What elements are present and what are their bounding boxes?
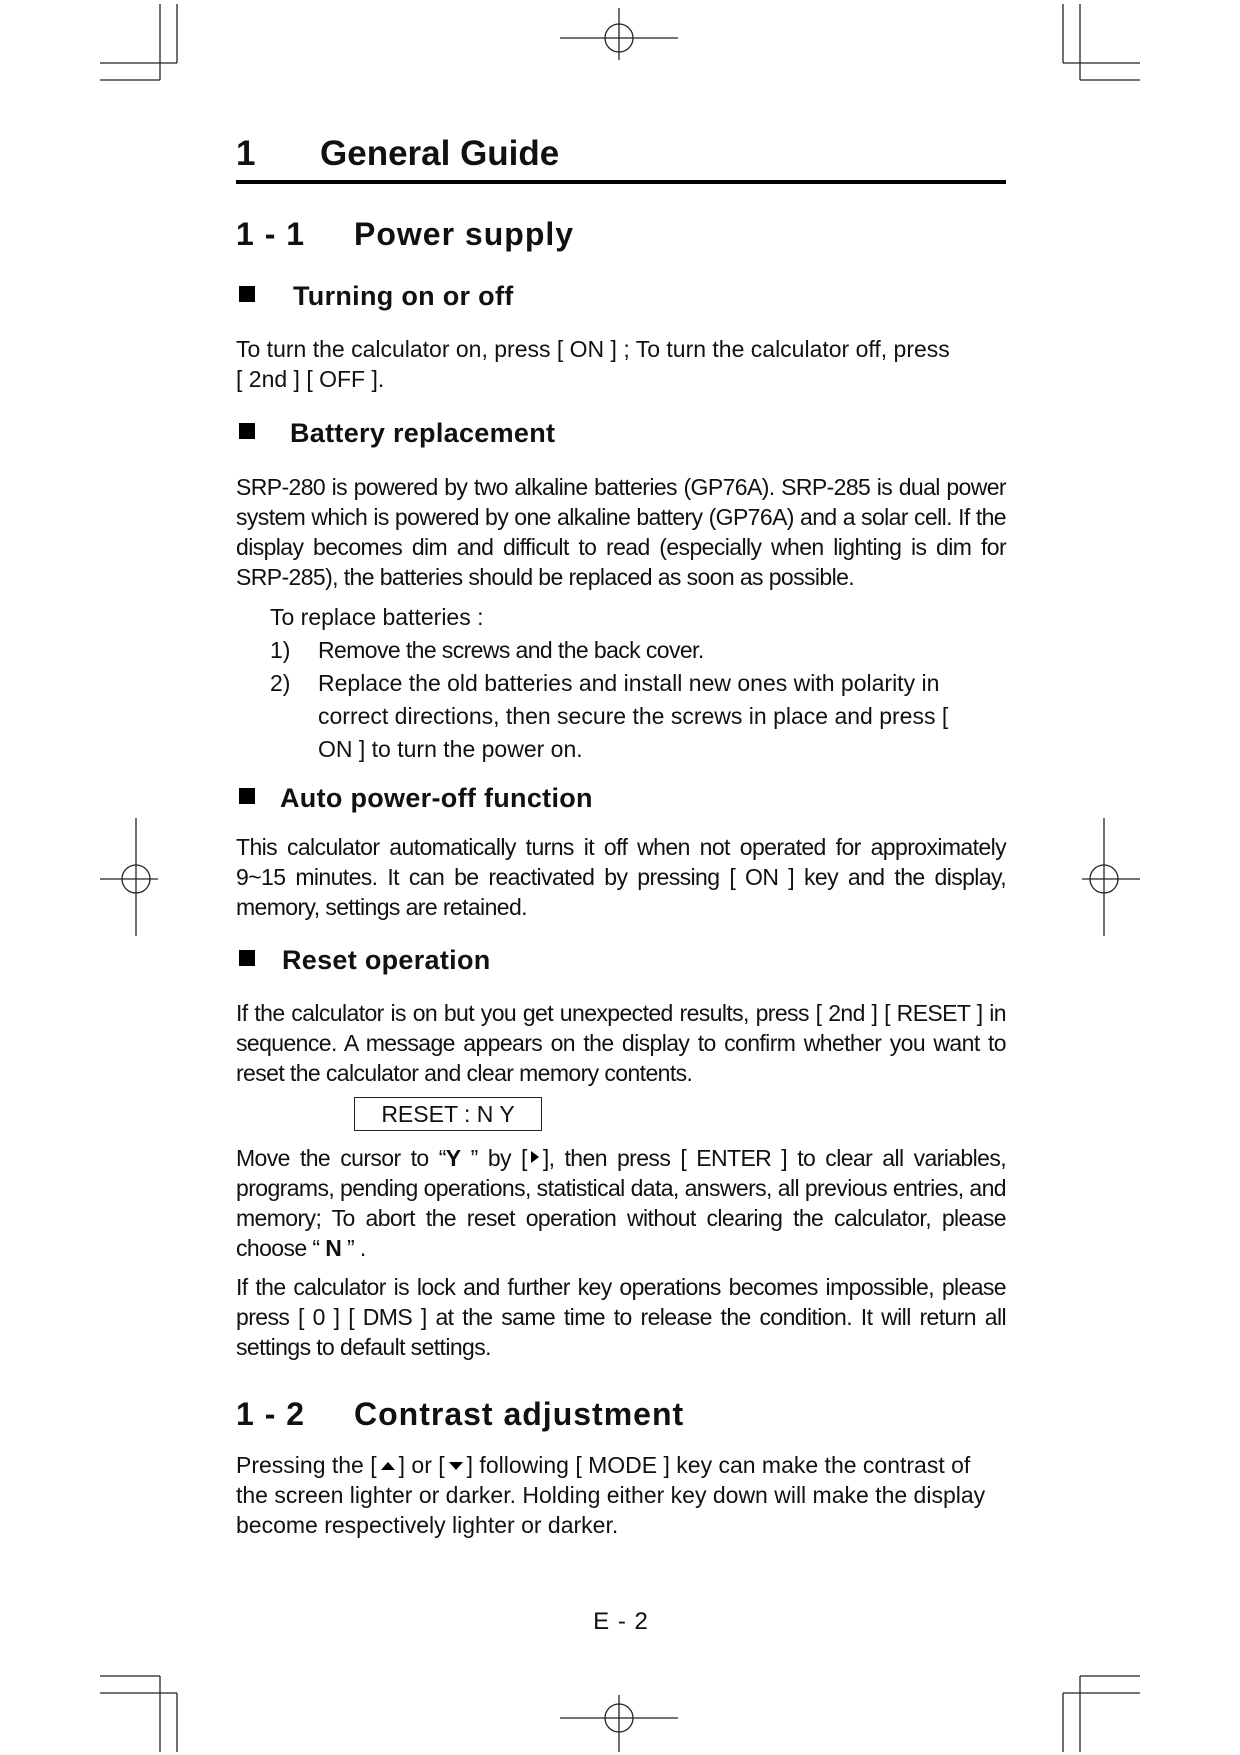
steps-intro: To replace batteries :: [270, 604, 484, 630]
crop-mark-top-left: [100, 4, 177, 80]
text-run: Pressing the [: [236, 1452, 377, 1478]
triangle-up-icon: [381, 1462, 395, 1470]
subheading-battery-replacement: [236, 418, 556, 449]
section-number: 1 - 1: [236, 216, 306, 252]
crop-mark-bottom-left: [100, 1676, 177, 1752]
list-item: [270, 634, 970, 667]
registration-mark-right: [1082, 818, 1140, 936]
crop-mark-top-right: [1063, 4, 1140, 80]
triangle-right-icon: [531, 1151, 539, 1163]
section-title: Contrast adjustment: [354, 1396, 685, 1432]
subheading-title: Auto power-off function: [280, 783, 593, 813]
text-run: ] following [ MODE ] key can make the contrast of the screen lighter or darker. Holding either key down will make the display become respectively lighter or darker.: [236, 1452, 986, 1538]
battery-steps: [270, 601, 970, 766]
list-item: [270, 667, 970, 766]
text-run: ] or [: [398, 1452, 445, 1478]
chapter-number: 1: [236, 134, 256, 173]
battery-text: SRP-280 is powered by two alkaline batteries (GP76A). SRP-285 is dual power system which is powered by one alkaline battery (GP76A) and a solar cell. If the display becomes dim and difficult to read (especially when lighting is dim for SRP-285), the batteries should be replaced as soon as possible.: [236, 474, 1006, 590]
subheading-turning-on-off: [236, 281, 514, 312]
step-number: 2): [270, 670, 291, 696]
reset-lock-text: If the calculator is lock and further key operations becomes impossible, please press [ 0 ] [ DMS ] at the same time to release the condition. It will return all settings to default settings.: [236, 1274, 1006, 1360]
step-text: Replace the old batteries and install new ones with polarity in correct directions, then secure the screws in place and press [ ON ] to turn the power on.: [318, 670, 949, 762]
reset-paragraph-2: [236, 1143, 1006, 1263]
choice-n: N: [325, 1235, 342, 1261]
reset-paragraph-3: [236, 1272, 1006, 1362]
contrast-paragraph: [236, 1450, 1006, 1540]
reset-move-text: [236, 1143, 1006, 1263]
registration-mark-left: [100, 818, 158, 936]
turning-line-1: To turn the calculator on, press [ ON ] ; To turn the calculator off, press: [236, 336, 950, 362]
triangle-down-icon: [449, 1462, 463, 1470]
choice-y: Y: [445, 1145, 461, 1171]
text-run: Move the cursor to “: [236, 1145, 446, 1171]
subheading-title: Turning on or off: [293, 281, 514, 311]
section-title: Power supply: [354, 216, 575, 252]
square-bullet-icon: [239, 423, 255, 439]
reset-display-message: RESET : N Y: [354, 1097, 542, 1131]
square-bullet-icon: [239, 788, 255, 804]
contrast-text: [236, 1450, 1006, 1540]
reset-text: If the calculator is on but you get unexpected results, press [ 2nd ] [ RESET ] in sequence. A message appears on the display to confirm whether you want to reset the calculator and clear memory contents.: [236, 1000, 1006, 1086]
reset-paragraph-1: [236, 998, 1006, 1088]
chapter-title: General Guide: [320, 134, 560, 173]
text-run: ” by [: [460, 1145, 527, 1171]
square-bullet-icon: [239, 286, 255, 302]
auto-paragraph: [236, 832, 1006, 922]
text-run: ” .: [341, 1235, 366, 1261]
text-run: ], then press [ ENTER ] to clear all variables, programs, pending operations, statistical data, answers, all previous entries, and memory; To abort the reset operation without clearing the calculator, please choose “: [236, 1145, 1007, 1261]
subheading-title: Reset operation: [282, 945, 491, 975]
crop-mark-bottom-right: [1063, 1676, 1140, 1752]
page-number: E - 2: [593, 1608, 649, 1635]
subheading-auto-power-off: [236, 783, 593, 814]
chapter-heading: [236, 132, 1006, 184]
subheading-reset-operation: [236, 945, 491, 976]
square-bullet-icon: [239, 950, 255, 966]
subheading-title: Battery replacement: [290, 418, 556, 448]
turning-line-2: [ 2nd ] [ OFF ].: [236, 366, 385, 392]
auto-text: This calculator automatically turns it off when not operated for approximately 9~15 minutes. It can be reactivated by pressing [ ON ] key and the display, memory, settings are retained.: [236, 834, 1006, 920]
turning-paragraph: [236, 334, 1006, 394]
section-number: 1 - 2: [236, 1396, 306, 1432]
registration-mark-bottom: [560, 1695, 678, 1752]
registration-mark-top: [560, 8, 678, 60]
step-text: Remove the screws and the back cover.: [318, 637, 704, 663]
step-number: 1): [270, 637, 291, 663]
battery-paragraph: [236, 472, 1006, 592]
